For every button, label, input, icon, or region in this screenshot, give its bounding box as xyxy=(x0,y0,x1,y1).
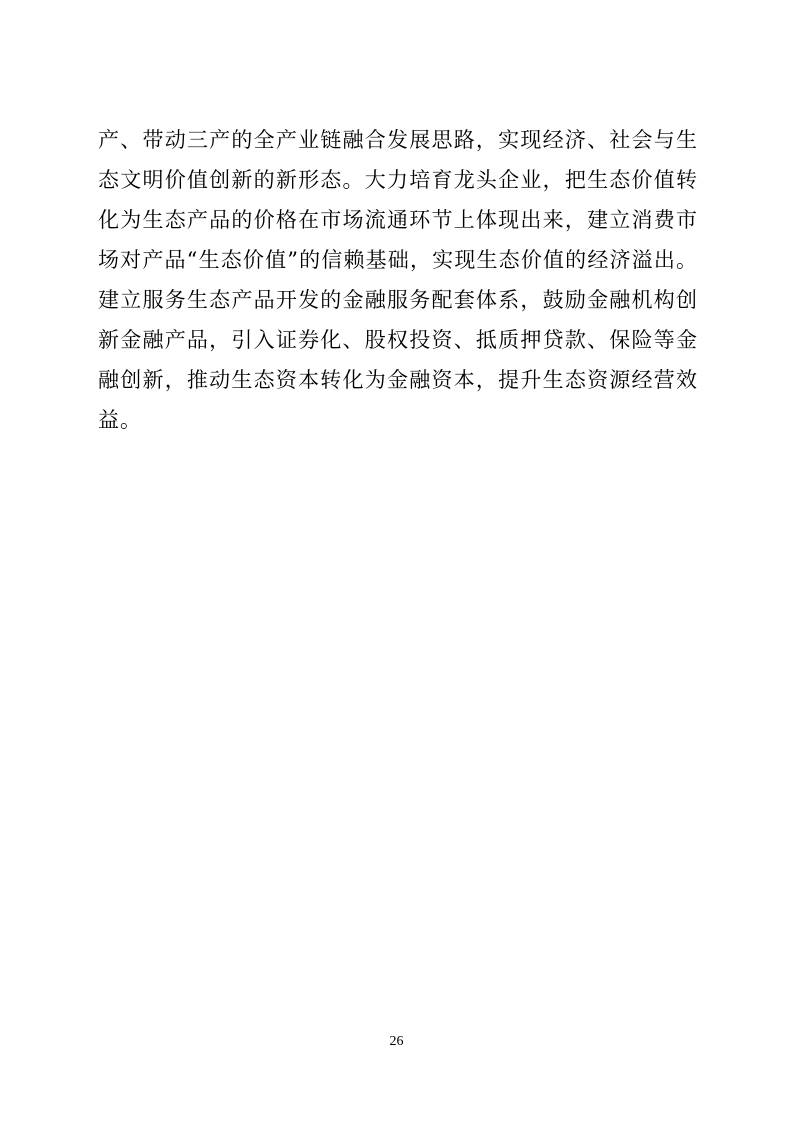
paragraph-line: 产、带动三产的全产业链融合发展思路，实现经济、社会与生 xyxy=(98,128,698,152)
paragraph-line: 建立服务生态产品开发的金融服务配套体系，鼓励金融机构创 xyxy=(98,288,698,312)
paragraph-line: 融创新，推动生态资本转化为金融资本，提升生态资源经营效 xyxy=(98,368,698,392)
body-paragraph xyxy=(98,120,698,440)
page-number: 26 xyxy=(389,1034,404,1049)
paragraph-line: 态文明价值创新的新形态。大力培育龙头企业，把生态价值转 xyxy=(98,168,698,192)
paragraph-line: 益。 xyxy=(98,408,142,432)
paragraph-line: 化为生态产品的价格在市场流通环节上体现出来，建立消费市 xyxy=(98,208,698,232)
paragraph-line: 场对产品“生态价值”的信赖基础，实现生态价值的经济溢出。 xyxy=(98,248,698,272)
paragraph-line: 新金融产品，引入证券化、股权投资、抵质押贷款、保险等金 xyxy=(98,328,698,352)
